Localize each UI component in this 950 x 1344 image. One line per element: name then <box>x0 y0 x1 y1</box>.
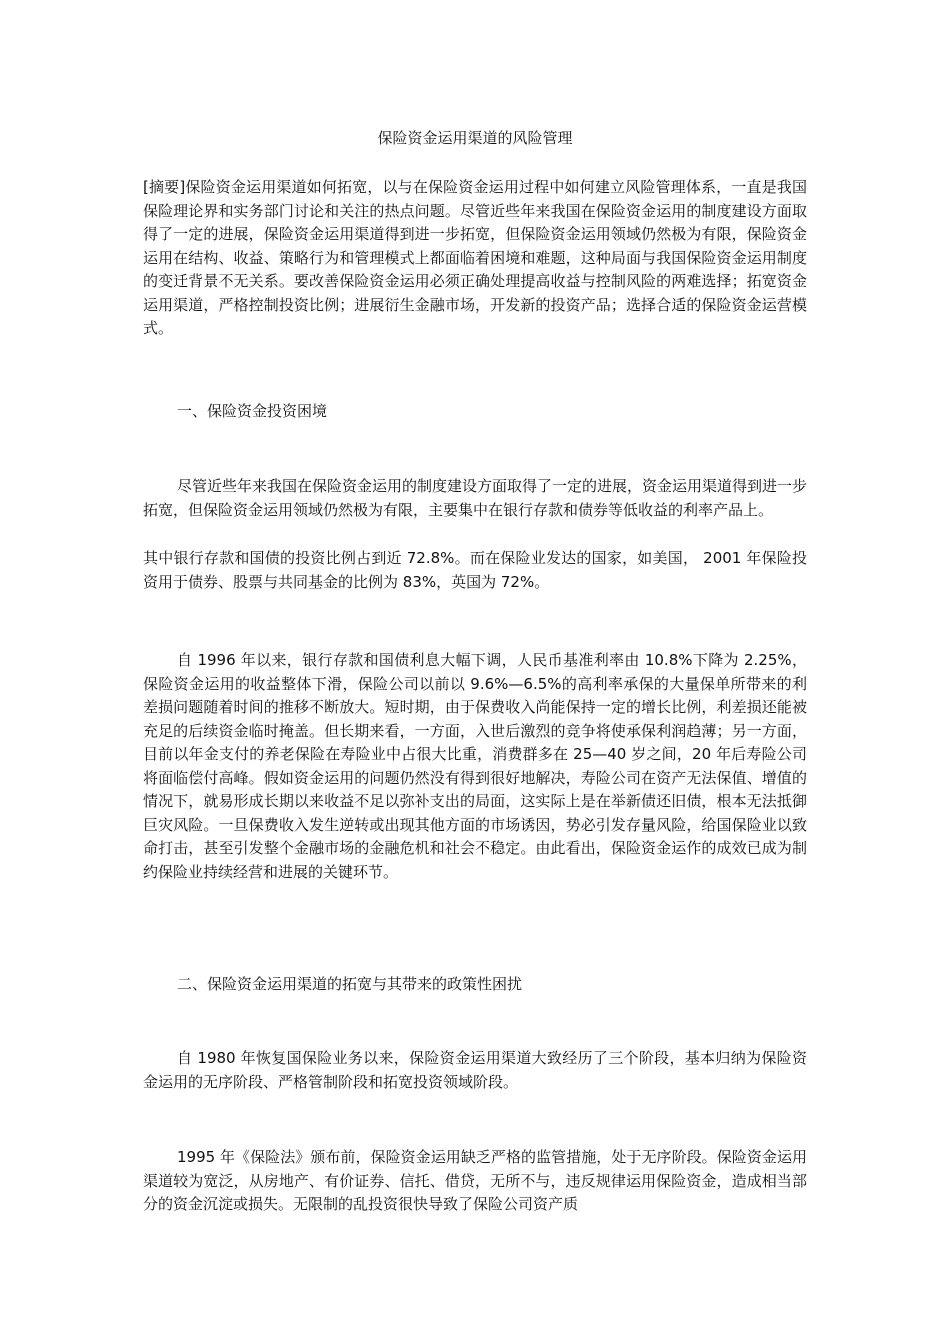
section-heading-2: 二、保险资金运用渠道的拓宽与其带来的政策性困扰 <box>177 975 523 993</box>
document-title: 保险资金运用渠道的风险管理 <box>377 129 573 147</box>
section2-paragraph-2: 1995 年《保险法》颁布前，保险资金运用缺乏严格的监管措施，处于无序阶段。保险资金运用渠道较为宽泛，从房地产、有价证券、信托、借贷，无所不与，违反规律运用保险资金，造成相当部分的资金沉淀或损失。无限制的乱投资很快导致了保险公司资产质 <box>143 1148 807 1213</box>
section1-paragraph-2: 其中银行存款和国债的投资比例占到近 72.8%。而在保险业发达的国家，如美国， 2001 年保险投资用于债券、股票与共同基金的比例为 83%，英国为 72%。 <box>143 549 807 591</box>
section-heading-1: 一、保险资金投资困境 <box>177 402 328 420</box>
section1-paragraph-1: 尽管近些年来我国在保险资金运用的制度建设方面取得了一定的进展，资金运用渠道得到进一步拓宽，但保险资金运用领域仍然极为有限，主要集中在银行存款和债券等低收益的利率产品上。 <box>143 477 808 519</box>
section1-paragraph-3: 自 1996 年以来，银行存款和国债利息大幅下调，人民币基准利率由 10.8%下降为 2.25%，保险资金运用的收益整体下滑，保险公司以前以 9.6%—6.5%的高利率承保的大量保单所带来的利差损问题随着时间的推移不断放大。短时期，由于保费收入尚能保持一定的增长比例，利差损还能被充足的后续资金临时掩盖。但长期来看，一方面，入世后激烈的竞争将使承保利润趋薄；另一方面，目前以年金支付的养老保险在寿险业中占很大比重，消费群多在 25—40 岁之间，20 年后寿险公司将面临偿付高峰。假如资金运用的问题仍然没有得到很好地解决，寿险公司在资产无法保值、增值的情况下，就易形成长期以来收益不足以弥补支出的局面，这实际上是在举新债还旧债，根本无法抵御巨灾风险。一旦保费收入发生逆转或出现其他方面的市场诱因，势必引发存量风险，给国保险业以致命打击，甚至引发整个金融市场的金融危机和社会不稳定。由此看出，保险资金运作的成效已成为制约保险业持续经营和进展的关键环节。 <box>143 651 807 881</box>
section2-paragraph-1: 自 1980 年恢复国保险业务以来，保险资金运用渠道大致经历了三个阶段，基本归纳为保险资金运用的无序阶段、严格管制阶段和拓宽投资领域阶段。 <box>143 1049 807 1091</box>
abstract-paragraph: [摘要]保险资金运用渠道如何拓宽，以与在保险资金运用过程中如何建立风险管理体系，一直是我国保险理论界和实务部门讨论和关注的热点问题。尽管近些年来我国在保险资金运用的制度建设方面取得了一定的进展，保险资金运用渠道得到进一步拓宽，但保险资金运用领域仍然极为有限，保险资金运用在结构、收益、策略行为和管理模式上都面临着困境和难题，这种局面与我国保险资金运用制度的变迁背景不无关系。要改善保险资金运用必须正确处理提高收益与控制风险的两难选择；拓宽资金运用渠道，严格控制投资比例；进展衍生金融市场，开发新的投资产品；选择合适的保险资金运营模式。 <box>143 178 807 337</box>
